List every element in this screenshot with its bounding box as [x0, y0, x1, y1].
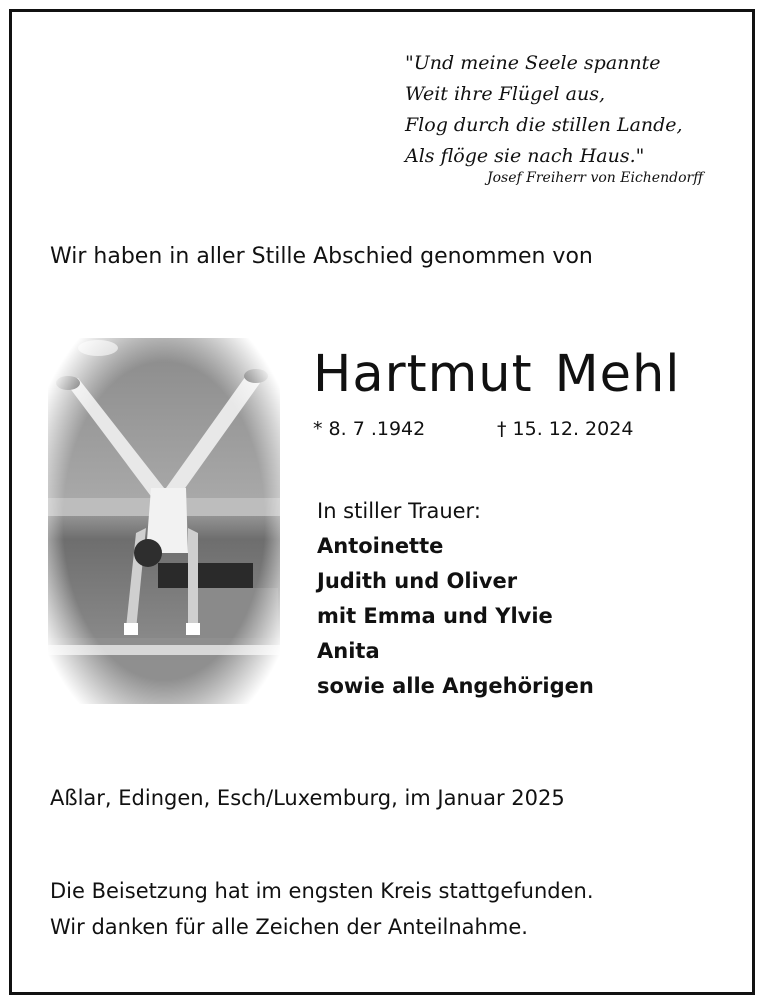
- mourner-name: Antoinette: [317, 534, 444, 558]
- poem-line: "Und meine Seele spannte: [405, 52, 661, 74]
- last-name: Mehl: [554, 345, 681, 404]
- poem-line: Flog durch die stillen Lande,: [405, 114, 683, 136]
- intro-text: Wir haben in aller Stille Abschied genommen von: [50, 244, 593, 269]
- closing-text: [50, 873, 594, 945]
- mourners-block: [317, 494, 594, 704]
- poem: [405, 48, 683, 172]
- poem-line: Als flöge sie nach Haus.": [405, 145, 645, 167]
- poem-author: Josef Freiherr von Eichendorff: [487, 170, 704, 186]
- mourner-name: mit Emma und Ylvie: [317, 604, 553, 628]
- deceased-name: [313, 340, 680, 410]
- mourner-name: Anita: [317, 639, 380, 663]
- mourners-heading: In stiller Trauer:: [317, 499, 481, 523]
- closing-line: Die Beisetzung hat im engsten Kreis stattgefunden.: [50, 879, 594, 903]
- death-date: † 15. 12. 2024: [497, 418, 634, 440]
- mourner-name: Judith und Oliver: [317, 569, 518, 593]
- poem-line: Weit ihre Flügel aus,: [405, 83, 606, 105]
- gymnast-handstand-photo: [48, 338, 280, 704]
- birth-date: * 8. 7 .1942: [313, 418, 426, 440]
- mourner-name: sowie alle Angehörigen: [317, 674, 594, 698]
- place-date: Aßlar, Edingen, Esch/Luxemburg, im Januar 2025: [50, 786, 565, 810]
- closing-line: Wir danken für alle Zeichen der Anteilnahme.: [50, 915, 528, 939]
- first-name: Hartmut: [313, 345, 533, 404]
